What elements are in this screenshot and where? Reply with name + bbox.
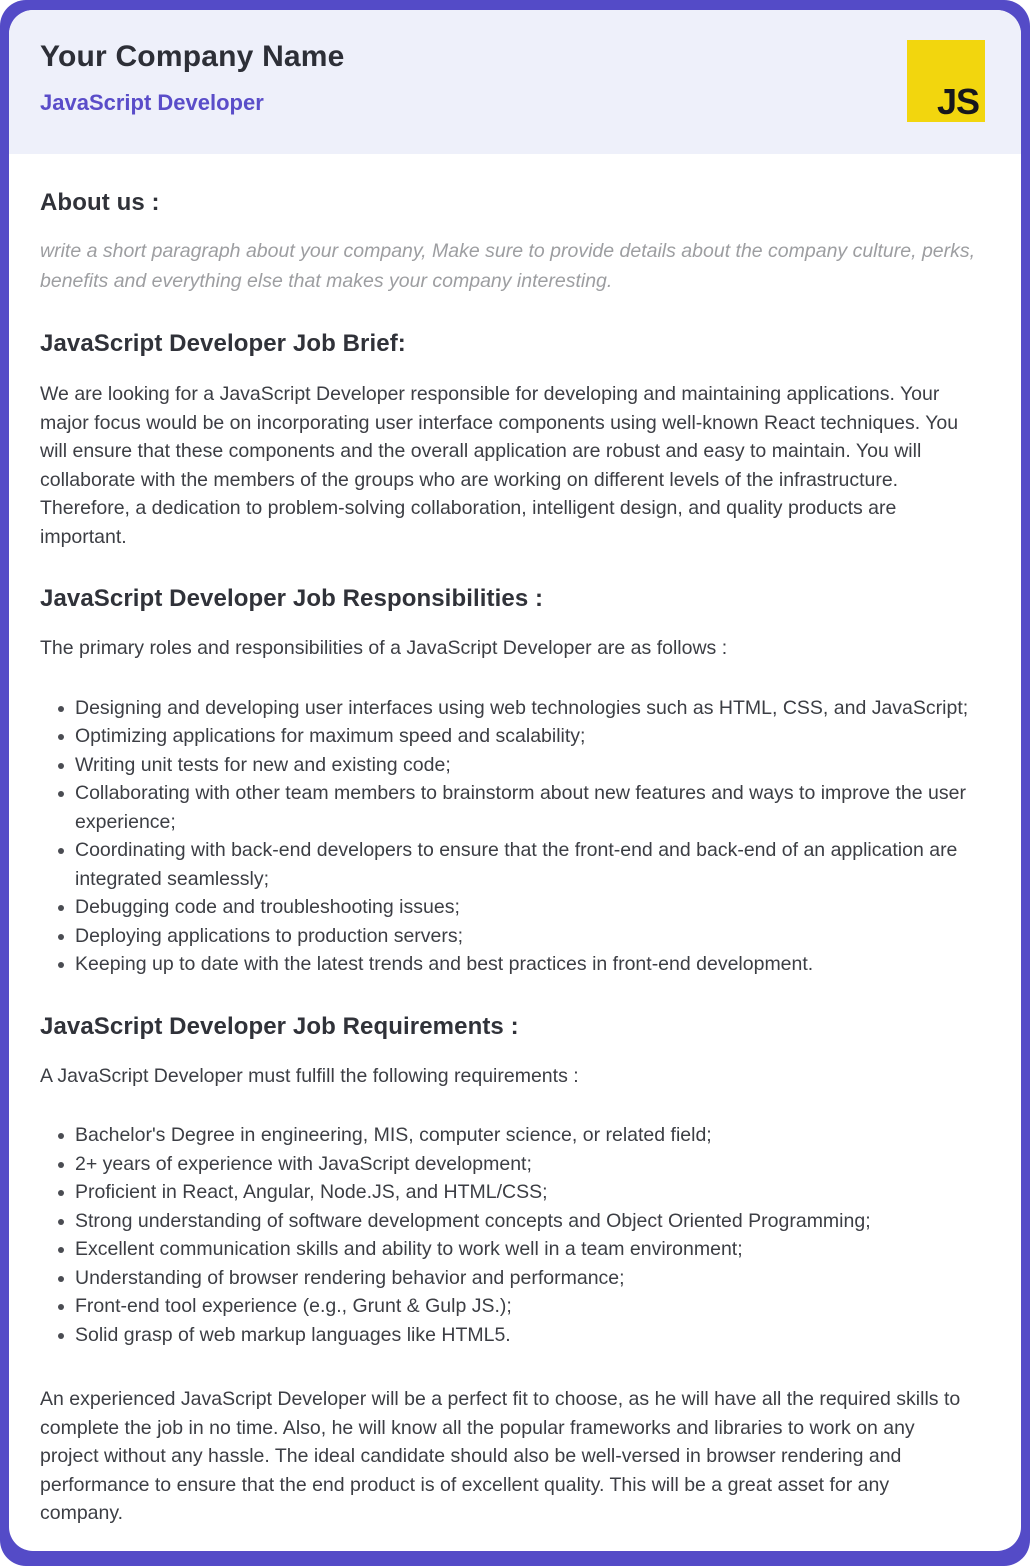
list-item: Bachelor's Degree in engineering, MIS, computer science, or related field; xyxy=(75,1121,977,1150)
javascript-logo-icon xyxy=(907,40,985,122)
list-item: Designing and developing user interfaces using web technologies such as HTML, CSS, and JavaScript; xyxy=(75,694,977,723)
requirements-list xyxy=(40,1121,977,1349)
list-item: Keeping up to date with the latest trends and best practices in front-end development. xyxy=(75,950,977,979)
responsibilities-heading: JavaScript Developer Job Responsibilities : xyxy=(40,585,544,612)
list-item: Optimizing applications for maximum speed and scalability; xyxy=(75,722,977,751)
header-text xyxy=(40,40,345,116)
company-name: Your Company Name xyxy=(40,40,345,73)
job-brief-heading: JavaScript Developer Job Brief: xyxy=(40,330,406,357)
list-item: Writing unit tests for new and existing code; xyxy=(75,751,977,780)
list-item: Solid grasp of web markup languages like HTML5. xyxy=(75,1321,977,1350)
responsibilities-list xyxy=(40,694,977,979)
requirements-heading: JavaScript Developer Job Requirements : xyxy=(40,1012,519,1040)
list-item: Debugging code and troubleshooting issues; xyxy=(75,893,977,922)
document-body xyxy=(9,189,1021,1528)
requirements-intro: A JavaScript Developer must fulfill the following requirements : xyxy=(40,1064,579,1087)
responsibilities-intro: The primary roles and responsibilities of a JavaScript Developer are as follows : xyxy=(40,637,728,659)
about-us-placeholder: write a short paragraph about your company, Make sure to provide details about the company culture, perks, benefits and everything else that makes your company interesting. xyxy=(40,240,976,292)
list-item: Coordinating with back-end developers to ensure that the front-end and back-end of an application are integrated seamlessly; xyxy=(75,836,977,893)
javascript-logo-text: JS xyxy=(936,80,979,122)
list-item: Excellent communication skills and ability to work well in a team environment; xyxy=(75,1235,977,1264)
list-item: Proficient in React, Angular, Node.JS, and HTML/CSS; xyxy=(75,1178,977,1207)
list-item: Deploying applications to production servers; xyxy=(75,922,977,951)
job-description-card xyxy=(9,10,1021,1551)
list-item: Front-end tool experience (e.g., Grunt & Gulp JS.); xyxy=(75,1292,977,1321)
closing-paragraph: An experienced JavaScript Developer will be a perfect fit to choose, as he will have all the required skills to complete the job in no time. Also, he will know all the popular frameworks and libraries to work on any project without any hassle. The ideal candidate should also be well-versed in browser rendering and performance to ensure that the end product is of excellent quality. This will be a great asset for any company. xyxy=(40,1388,961,1524)
list-item: 2+ years of experience with JavaScript development; xyxy=(75,1150,977,1179)
job-title: JavaScript Developer xyxy=(40,89,264,115)
list-item: Understanding of browser rendering behavior and performance; xyxy=(75,1264,977,1293)
job-brief-paragraph: We are looking for a JavaScript Developer responsible for developing and maintaining applications. Your major focus would be on incorporating user interface components using well-known React techniques. You will ensure that these components and the overall application are robust and easy to maintain. You will collaborate with the members of the groups who are working on different levels of the infrastructure. Therefore, a dedication to problem-solving collaboration, intelligent design, and quality products are important. xyxy=(40,383,959,548)
list-item: Strong understanding of software development concepts and Object Oriented Programming; xyxy=(75,1207,977,1236)
header xyxy=(9,10,1021,154)
list-item: Collaborating with other team members to brainstorm about new features and ways to improve the user experience; xyxy=(75,779,977,836)
about-us-heading: About us : xyxy=(40,189,160,216)
